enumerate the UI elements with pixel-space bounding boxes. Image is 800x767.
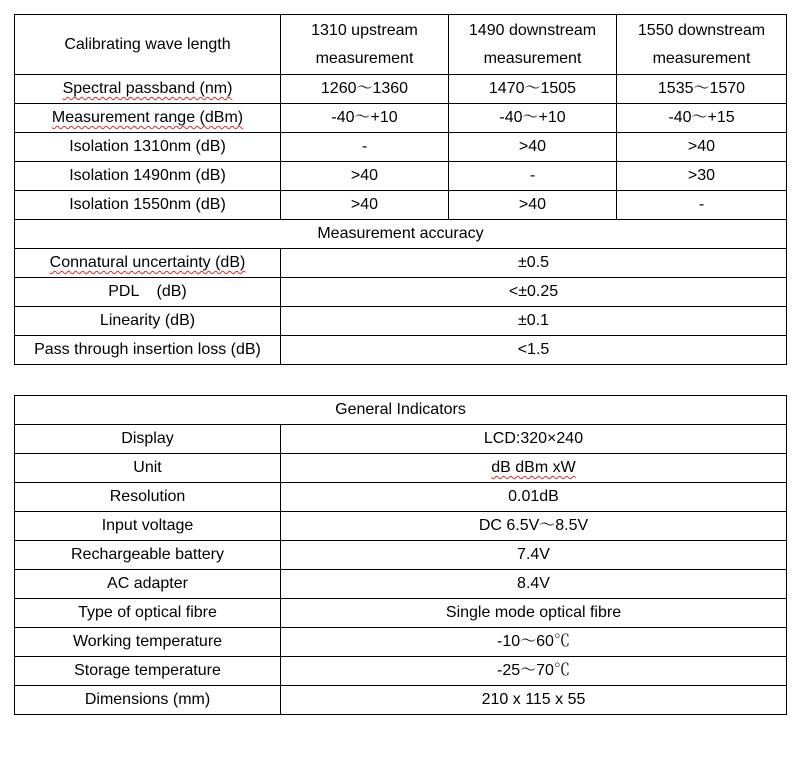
- row-value: LCD:320×240: [281, 425, 787, 454]
- row-value: ±0.5: [281, 249, 787, 278]
- row-value: DC 6.5V～8.5V: [281, 512, 787, 541]
- spec-header-row: [15, 15, 787, 75]
- row-label-text: Connatural uncertainty (dB): [49, 254, 246, 271]
- row-label: [15, 104, 281, 133]
- header-col-1310-line2: measurement: [315, 49, 414, 67]
- row-label: Dimensions (mm): [15, 686, 281, 715]
- row-label: [15, 249, 281, 278]
- header-col-1550-line2: measurement: [652, 49, 751, 67]
- header-col-1550-line1: 1550 downstream: [637, 21, 766, 39]
- row-label: Input voltage: [15, 512, 281, 541]
- table-row: [15, 541, 787, 570]
- row-label: AC adapter: [15, 570, 281, 599]
- cell-1310: -40～+10: [281, 104, 449, 133]
- table-row: [15, 599, 787, 628]
- table-row: [15, 570, 787, 599]
- cell-1550: >40: [617, 133, 787, 162]
- row-value-text: dB dBm xW: [491, 459, 576, 476]
- table-row: [15, 75, 787, 104]
- row-label: Unit: [15, 454, 281, 483]
- row-label: Rechargeable battery: [15, 541, 281, 570]
- row-label: Working temperature: [15, 628, 281, 657]
- row-label: Resolution: [15, 483, 281, 512]
- cell-1310: -: [281, 133, 449, 162]
- row-value: ±0.1: [281, 307, 787, 336]
- cell-1490: -40～+10: [449, 104, 617, 133]
- general-title: General Indicators: [15, 396, 787, 425]
- table-row: [15, 686, 787, 715]
- header-col-1490-line1: 1490 downstream: [468, 21, 597, 39]
- row-value: [281, 454, 787, 483]
- cell-1310: >40: [281, 162, 449, 191]
- table-row: [15, 512, 787, 541]
- general-title-row: [15, 396, 787, 425]
- row-label: Pass through insertion loss (dB): [15, 336, 281, 365]
- row-value: <±0.25: [281, 278, 787, 307]
- general-indicators-table: [14, 395, 787, 715]
- row-value: <1.5: [281, 336, 787, 365]
- header-col-1550: [617, 15, 787, 75]
- row-value: -10～60℃: [281, 628, 787, 657]
- row-value: Single mode optical fibre: [281, 599, 787, 628]
- table-row: [15, 657, 787, 686]
- cell-1490: 1470～1505: [449, 75, 617, 104]
- table-row: [15, 483, 787, 512]
- cell-1550: -40～+15: [617, 104, 787, 133]
- cell-1490: >40: [449, 191, 617, 220]
- header-col-1310: [281, 15, 449, 75]
- cell-1310: 1260～1360: [281, 75, 449, 104]
- table-row: [15, 278, 787, 307]
- row-label-text: Measurement range (dBm): [51, 109, 244, 126]
- row-label: PDL (dB): [15, 278, 281, 307]
- table-row: [15, 249, 787, 278]
- cell-1550: -: [617, 191, 787, 220]
- spec-table: [14, 14, 787, 365]
- row-label: Type of optical fibre: [15, 599, 281, 628]
- table-row: [15, 307, 787, 336]
- cell-1490: -: [449, 162, 617, 191]
- row-label: Linearity (dB): [15, 307, 281, 336]
- header-label: Calibrating wave length: [15, 15, 281, 75]
- cell-1550: 1535～1570: [617, 75, 787, 104]
- row-label: Isolation 1490nm (dB): [15, 162, 281, 191]
- accuracy-title-row: [15, 220, 787, 249]
- table-row: [15, 162, 787, 191]
- row-label: Isolation 1310nm (dB): [15, 133, 281, 162]
- table-row: [15, 191, 787, 220]
- row-label-text: Spectral passband (nm): [62, 80, 233, 97]
- header-col-1310-line1: 1310 upstream: [311, 21, 418, 39]
- table-row: [15, 104, 787, 133]
- row-label: Display: [15, 425, 281, 454]
- table-row: [15, 425, 787, 454]
- cell-1550: >30: [617, 162, 787, 191]
- accuracy-title: Measurement accuracy: [15, 220, 787, 249]
- table-row: [15, 628, 787, 657]
- header-col-1490: [449, 15, 617, 75]
- cell-1310: >40: [281, 191, 449, 220]
- cell-1490: >40: [449, 133, 617, 162]
- row-value: 210 x 115 x 55: [281, 686, 787, 715]
- row-label: Isolation 1550nm (dB): [15, 191, 281, 220]
- row-value: -25～70℃: [281, 657, 787, 686]
- header-col-1490-line2: measurement: [483, 49, 582, 67]
- table-row: [15, 133, 787, 162]
- row-label: [15, 75, 281, 104]
- table-row: [15, 454, 787, 483]
- row-value: 8.4V: [281, 570, 787, 599]
- row-label: Storage temperature: [15, 657, 281, 686]
- row-value: 0.01dB: [281, 483, 787, 512]
- table-row: [15, 336, 787, 365]
- row-value: 7.4V: [281, 541, 787, 570]
